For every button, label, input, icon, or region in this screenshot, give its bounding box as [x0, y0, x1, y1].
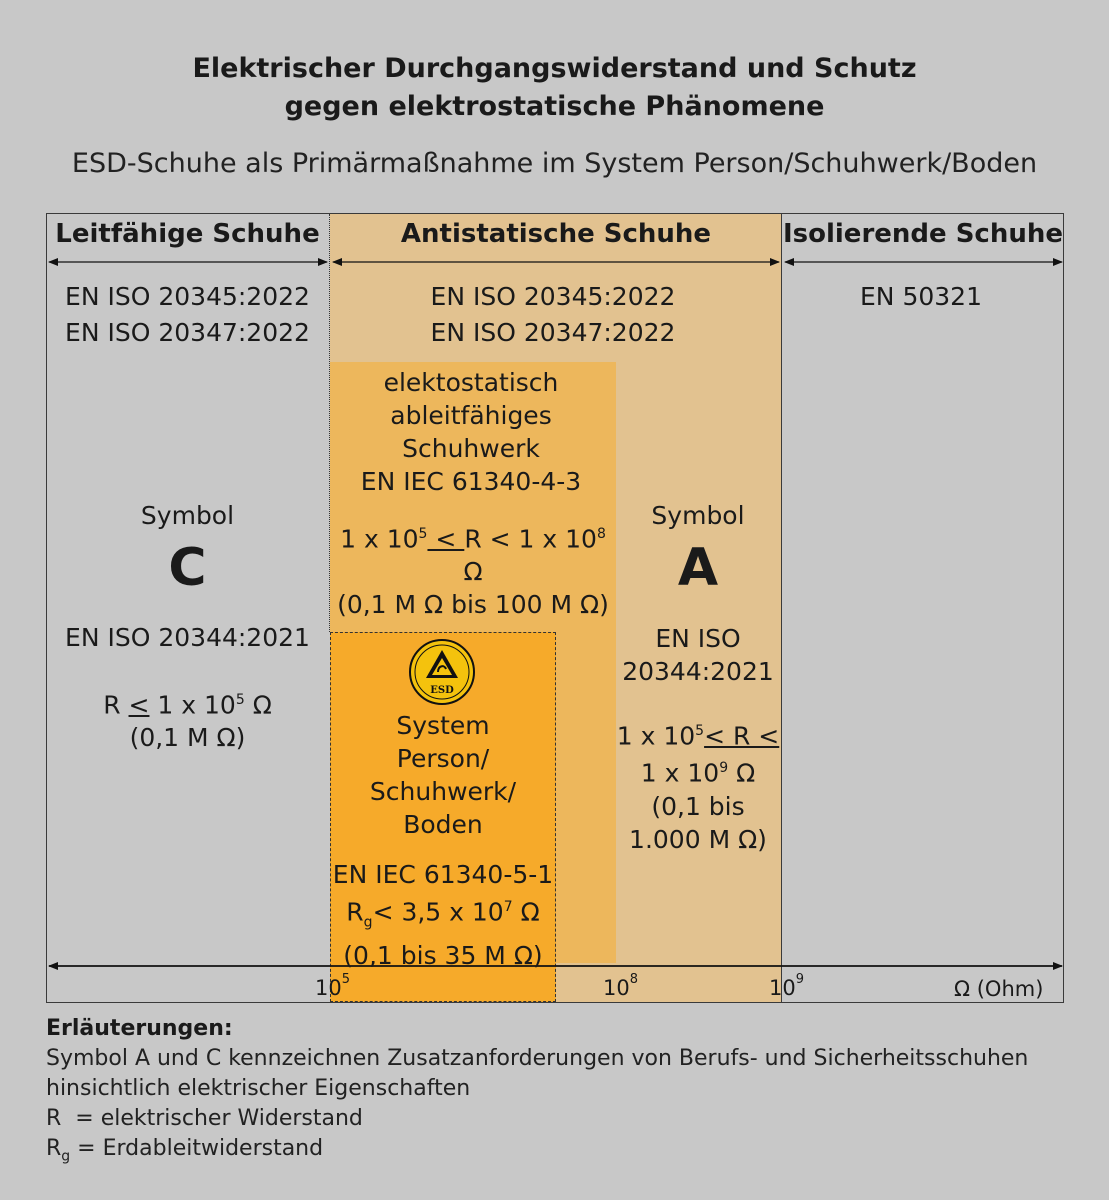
elektro-paren: (0,1 M Ω bis 100 M Ω) — [337, 590, 609, 620]
mid-standards — [330, 279, 776, 351]
system-rg-sub: g — [363, 914, 373, 931]
tick-10-9 — [769, 972, 805, 1000]
system-rg-b: < 3,5 x 10 — [372, 897, 504, 927]
symbol-c: C — [168, 538, 207, 598]
elektro-line-4: EN IEC 61340-4-3 — [360, 467, 582, 496]
legend-body — [46, 1044, 1028, 1171]
system-description — [330, 709, 556, 841]
left-std-2: EN ISO 20347:2022 — [65, 318, 310, 347]
right-std: EN 50321 — [860, 282, 982, 311]
left-r-line — [46, 684, 329, 721]
elektro-r-line — [330, 518, 616, 588]
a-paren-2: 1.000 M Ω) — [629, 824, 767, 854]
tick-10-5-exp: 5 — [341, 972, 351, 987]
esd-badge-text: ESD — [430, 685, 454, 696]
legend-line-2: hinsichtlich elektrischer Eigenschaften — [46, 1076, 471, 1101]
mid-std-1: EN ISO 20345:2022 — [430, 282, 676, 311]
elektro-r-unit: Ω — [463, 557, 483, 587]
elektro-r-exp1: 5 — [418, 526, 428, 542]
a-r-line-1 — [616, 715, 780, 752]
elektro-r-le: < — [427, 524, 465, 554]
a-resistance — [616, 715, 780, 856]
system-rg-unit: Ω — [512, 897, 540, 927]
tick-10-8 — [603, 972, 639, 1000]
a-r1-a: 1 x 10 — [616, 721, 696, 751]
legend-line-3: R = elektrischer Widerstand — [46, 1106, 363, 1131]
symbol-a: A — [677, 538, 719, 598]
left-r-val: 1 x 10 — [149, 690, 236, 720]
a-r1-b: < R < — [704, 721, 780, 751]
legend-l4-sub: g — [61, 1148, 71, 1165]
system-rg-exp: 7 — [503, 899, 513, 915]
a-r2-exp: 9 — [719, 760, 729, 777]
a-std-line-1: EN ISO — [655, 624, 741, 653]
a-std-line-2: 20344:2021 — [622, 657, 774, 686]
subtitle: ESD-Schuhe als Primärmaßnahme im System Person/Schuhwerk/Boden — [71, 148, 1038, 179]
header-isolierend: Isolierende Schuhe — [782, 219, 1064, 249]
system-standard — [330, 858, 556, 972]
left-symbol-label: Symbol — [140, 501, 235, 530]
system-line-4: Boden — [403, 810, 483, 839]
title-line-1: Elektrischer Durchgangswiderstand und Schutz — [192, 53, 917, 84]
elektro-resistance — [330, 518, 616, 621]
header-leitfaehig: Leitfähige Schuhe — [55, 219, 320, 249]
header-antistatisch: Antistatische Schuhe — [400, 219, 712, 249]
left-standards — [46, 279, 329, 351]
esd-badge-icon — [408, 638, 476, 706]
elektro-r-a: 1 x 10 — [340, 524, 419, 554]
legend-l4-a: R — [46, 1136, 62, 1161]
axis-unit: Ω (Ohm) — [954, 977, 1044, 1001]
system-std: EN IEC 61340-5-1 — [332, 860, 554, 889]
left-r-prefix: R — [103, 690, 129, 720]
tick-10-9-exp: 9 — [795, 972, 805, 987]
left-std-3: EN ISO 20344:2021 — [65, 623, 310, 652]
tick-10-5 — [315, 972, 351, 1000]
a-standard — [616, 622, 780, 688]
legend-l4-b: = Erdableitwiderstand — [70, 1136, 324, 1161]
left-r-unit: Ω — [244, 690, 272, 720]
left-r-exp: 5 — [235, 692, 245, 708]
left-r-paren: (0,1 M Ω) — [129, 723, 246, 753]
elektro-description — [330, 366, 612, 498]
left-r-le: < — [128, 690, 150, 720]
title-line-2: gegen elektrostatische Phänomene — [284, 91, 825, 122]
legend-line-4 — [46, 1134, 1028, 1171]
a-symbol-label: Symbol — [651, 501, 745, 530]
system-rg-line — [330, 891, 556, 939]
a-paren-1: (0,1 bis — [651, 791, 745, 821]
legend-line-1: Symbol A und C kennzeichnen Zusatzanforderungen von Berufs- und Sicherheitsschuhen — [46, 1046, 1029, 1071]
system-line-3: Schuhwerk/ — [369, 777, 517, 806]
system-rg-a: R — [346, 897, 364, 927]
a-r-line-2 — [616, 752, 780, 789]
tick-10-8-base: 10 — [603, 976, 630, 1000]
tick-10-5-base: 10 — [315, 976, 342, 1000]
elektro-line-1: elektostatisch — [383, 368, 559, 397]
tick-10-8-exp: 8 — [629, 972, 639, 987]
a-r2-unit: Ω — [728, 758, 756, 788]
a-r1-exp: 5 — [695, 723, 705, 739]
system-line-2: Person/ — [396, 744, 490, 773]
mid-std-2: EN ISO 20347:2022 — [430, 318, 676, 347]
left-resistance — [46, 684, 329, 754]
system-line-1: System — [396, 711, 490, 740]
tick-10-9-base: 10 — [769, 976, 796, 1000]
system-paren: (0,1 bis 35 M Ω) — [343, 941, 543, 971]
elektro-line-2: ableitfähiges — [390, 401, 552, 430]
elektro-line-3: Schuhwerk — [402, 434, 540, 463]
left-std-1: EN ISO 20345:2022 — [65, 282, 310, 311]
legend-heading: Erläuterungen: — [46, 1016, 233, 1041]
a-r2-a: 1 x 10 — [640, 758, 720, 788]
elektro-r-exp2: 8 — [596, 526, 606, 542]
elektro-r-b: R < 1 x 10 — [464, 524, 597, 554]
